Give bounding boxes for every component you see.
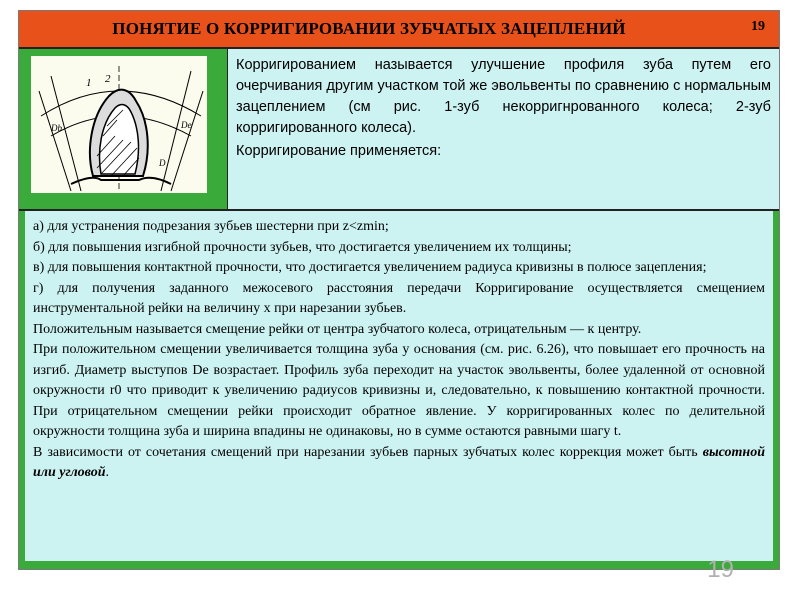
page-number: 19 (707, 556, 734, 583)
gear-tooth-drawing (31, 56, 207, 193)
figure-label-d: D (159, 158, 166, 168)
correction-types: высотной или угловой (33, 444, 765, 480)
slide (18, 10, 780, 570)
application-heading: Корригирование применяется: (236, 143, 442, 159)
list-item: в) для повышения контактной прочности, что достигается увеличением радиуса кривизны в полюсе зацепления; (33, 260, 707, 275)
top-row (19, 49, 779, 211)
list-item: Положительным называется смещение рейки от центра зубчатого колеса, отрицательным — к центру. (33, 321, 642, 337)
figure-frame (19, 49, 228, 209)
slide-title: ПОНЯТИЕ О КОРРИГИРОВАНИИ ЗУБЧАТЫХ ЗАЦЕПЛЕНИЙ (112, 19, 626, 38)
figure-label-1: 1 (86, 77, 92, 89)
list-item: б) для повышения изгибной прочности зубьев, что достигается увеличением их толщины; (33, 239, 572, 255)
last-suffix: . (105, 465, 109, 480)
list-item: г) для получения заданного межосевого расстояния передачи Корригирование осуществляется смещением инструментальной рейки на величину х при нарезании зубьев. (33, 280, 765, 316)
gear-tooth-figure (31, 56, 207, 193)
list-item: При положительном смещении увеличивается толщина зуба у основания (см. рис. 6.26), что повышает его прочность на изгиб. Диаметр выступов De возрастает. Профиль зуба переходит на участок эвольвенты, более удаленной от основной окружности r0 что приводит к увеличению радиусов кривизны и, следовательно, к повышению контактной прочности. При отрицательном смещении рейки происходит обратное явление. У корригированных колес по делительной окружности толщина зуба и ширина впадины не одинаковы, но в сумме остаются равными шагу t. (33, 342, 765, 439)
slide-number: 19 (751, 19, 765, 34)
definition-text: Корригированием называется улучшение профиля зуба путем его очерчивания другим участком той же эвольвенты по сравнению с нормальным зацеплением (см рис. 1-зуб некорригнрованного колеса; 2-зуб корригированного колеса). (236, 57, 771, 136)
figure-label-2: 2 (105, 73, 111, 85)
list-item-last (33, 443, 765, 484)
last-prefix: В зависимости от сочетания смещений при нарезании зубьев парных зубчатых колес коррекция может быть (33, 444, 703, 460)
body-frame (19, 211, 779, 569)
slide-header (19, 11, 779, 49)
definition-panel (228, 49, 779, 209)
body-panel (25, 211, 773, 561)
figure-label-de: De (181, 120, 192, 130)
list-item: а) для устранения подрезания зубьев шестерни при z<zmin; (33, 219, 389, 234)
figure-label-db: Db (51, 123, 62, 133)
